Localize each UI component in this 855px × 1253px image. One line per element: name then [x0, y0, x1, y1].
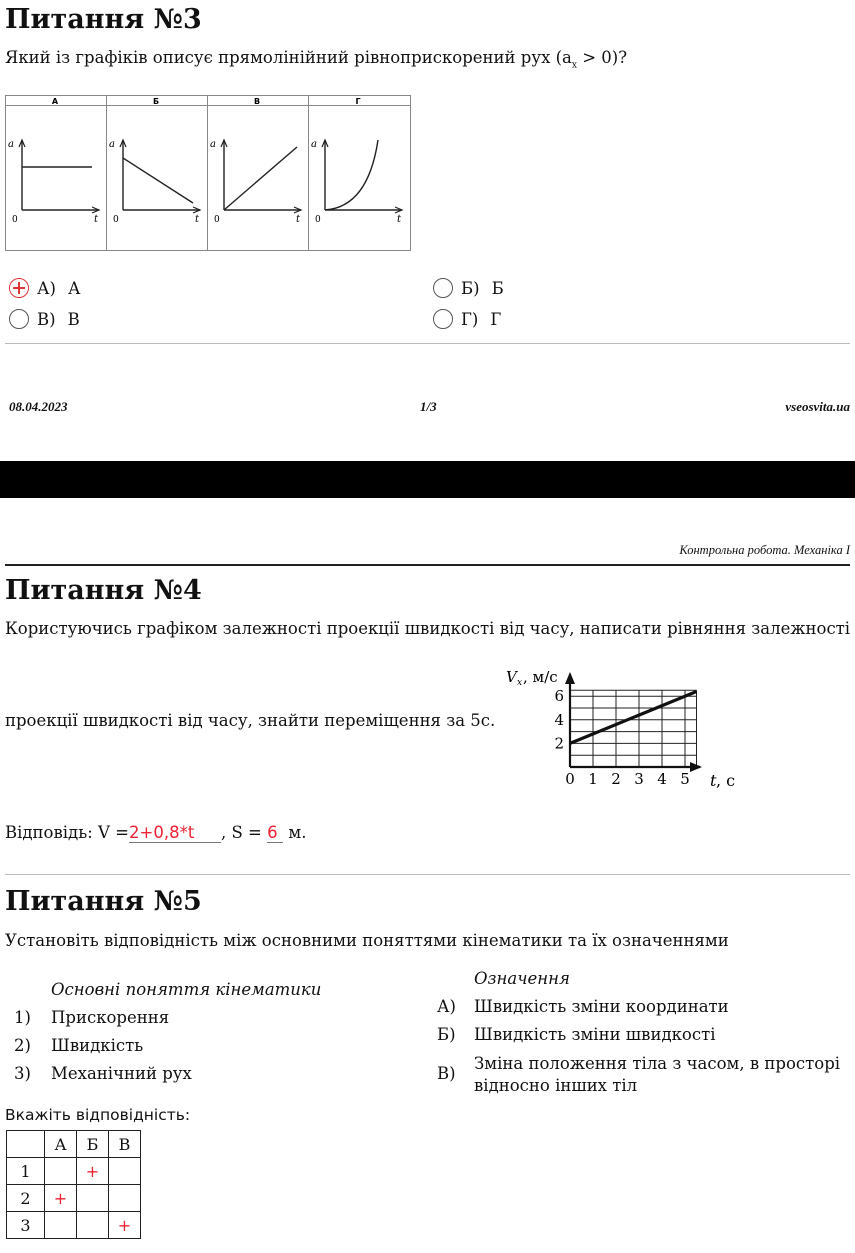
footer-site: vseosvita.ua: [785, 399, 850, 414]
q4-answer: Відповідь: V =2+0,8*t , S = 6 м.: [5, 823, 307, 842]
graph-header-label: В: [253, 97, 261, 106]
chart-series: [570, 691, 697, 743]
table-row: [7, 1158, 141, 1185]
footer-date: 08.04.2023: [9, 399, 68, 414]
chart-ytick-label: 6: [554, 687, 564, 706]
q4-question-line2: проекції швидкості від часу, знайти переміщення за 5с.: [5, 711, 496, 730]
table-header-row: [7, 1131, 141, 1158]
chart-xtick-label: 3: [634, 770, 644, 788]
graph-axis-label-a: a: [8, 139, 14, 150]
chart-axes: [565, 672, 702, 772]
table-cell[interactable]: [77, 1185, 109, 1212]
graph-header-label: Б: [152, 97, 160, 106]
q4-question-line1: Користуючись графіком залежності проекції швидкості від часу, написати рівняння залежності: [5, 619, 851, 638]
q5-right-item-letter: В): [437, 1064, 456, 1083]
chart-xlabel: t: [710, 771, 717, 790]
q3-question: Який із графіків описує прямолінійний рівноприскорений рух $(a_x > 0)$?: [5, 48, 628, 71]
table-corner: [7, 1131, 45, 1158]
table-col-header: Б: [77, 1131, 109, 1158]
radio-selected-icon[interactable]: [9, 278, 29, 298]
chart-xunit: , с: [716, 771, 736, 790]
graph-origin-label: 0: [315, 215, 321, 225]
footer-page: 1/3: [420, 399, 437, 414]
graph-axis-label-a: a: [311, 139, 317, 150]
table-cell[interactable]: [109, 1185, 141, 1212]
graph-header-label: А: [51, 97, 59, 106]
table-cell[interactable]: [45, 1212, 77, 1239]
radio-icon[interactable]: [433, 309, 453, 329]
q3-option-g[interactable]: Г) Г: [433, 309, 501, 329]
q5-right-item-letter: Б): [437, 1025, 456, 1044]
chart-y-arrow: [565, 672, 575, 684]
table-row: [7, 1185, 141, 1212]
table-col-header: В: [109, 1131, 141, 1158]
chart-xtick-label: 4: [657, 770, 667, 788]
chart-ylabel-v: V: [506, 668, 517, 686]
page-break-bar: [0, 461, 855, 498]
chart-ytick-label: 4: [554, 710, 564, 729]
q3-graph-panels: [8, 97, 402, 225]
graph-curve: [325, 140, 378, 210]
graph-axis-label-t: t: [397, 214, 402, 225]
graph-axis-label-t: t: [296, 214, 301, 225]
q3-option-b[interactable]: Б) Б: [433, 278, 504, 298]
chart-xtick-label: 0: [565, 770, 575, 788]
table-row-header: 1: [7, 1158, 45, 1185]
chart-ylabel-sub: x: [517, 678, 523, 688]
answer-s-field[interactable]: 6: [267, 824, 283, 843]
chart-ylabel-unit: , м/с: [523, 668, 558, 686]
chart-grid: [570, 690, 697, 767]
q4-title: Питання №4: [5, 575, 202, 606]
table-row-header: 3: [7, 1212, 45, 1239]
table-col-header: А: [45, 1131, 77, 1158]
answer-v-field[interactable]: 2+0,8*t: [129, 824, 221, 843]
q5-left-item: Швидкість: [51, 1036, 144, 1055]
q4-velocity-chart: [500, 662, 750, 792]
q5-answer-table: [6, 1130, 141, 1239]
graph-axis-label-t: t: [195, 214, 200, 225]
chart-xtick-label: 5: [680, 770, 690, 788]
graph-curve: [224, 147, 297, 210]
q5-right-item: Швидкість зміни швидкості: [474, 1025, 716, 1044]
divider: [5, 874, 850, 875]
radio-icon[interactable]: [9, 309, 29, 329]
chart-xtick-label: 1: [588, 770, 598, 788]
chart-xtick-label: 2: [611, 770, 621, 788]
page-header: Контрольна робота. Механіка І: [679, 543, 850, 557]
q5-left-item-num: 2): [14, 1036, 31, 1055]
graph-curve: [123, 158, 193, 203]
q3-title: Питання №3: [5, 4, 202, 35]
table-cell[interactable]: [77, 1212, 109, 1239]
graph-origin-label: 0: [12, 215, 18, 225]
table-row-header: 2: [7, 1185, 45, 1212]
q5-question: Установіть відповідність між основними поняттями кінематики та їх означеннями: [5, 931, 729, 950]
q3-option-v[interactable]: В) В: [9, 309, 80, 329]
q5-left-item-num: 3): [14, 1064, 31, 1083]
q5-right-item: Зміна положення тіла з часом, в просторі відносно інших тіл: [474, 1054, 841, 1095]
chart-series-line: [570, 691, 697, 743]
q5-right-item-letter: А): [437, 997, 456, 1016]
graph-header-label: Г: [355, 97, 361, 106]
q5-left-item: Механічний рух: [51, 1064, 192, 1083]
q5-left-header: Основні поняття кінематики: [51, 980, 322, 999]
q5-right-header: Означення: [474, 969, 570, 988]
graph-axis-label-a: a: [109, 139, 115, 150]
q5-prompt: Вкажіть відповідність:: [5, 1106, 191, 1124]
table-cell[interactable]: +: [109, 1212, 141, 1239]
table-cell[interactable]: [109, 1158, 141, 1185]
divider: [5, 343, 850, 344]
graph-axis-label-a: a: [210, 139, 216, 150]
q5-right-item: Швидкість зміни координати: [474, 997, 729, 1016]
q5-left-item: Прискорення: [51, 1008, 170, 1027]
table-row: [7, 1212, 141, 1239]
graph-origin-label: 0: [113, 215, 119, 225]
table-cell[interactable]: +: [77, 1158, 109, 1185]
graph-origin-label: 0: [214, 215, 220, 225]
header-rule: [5, 564, 850, 566]
graph-axis-label-t: t: [94, 214, 99, 225]
q5-left-item-num: 1): [14, 1008, 31, 1027]
table-cell[interactable]: +: [45, 1185, 77, 1212]
radio-icon[interactable]: [433, 278, 453, 298]
q3-graphs-figure: [5, 95, 411, 252]
table-cell[interactable]: [45, 1158, 77, 1185]
q5-title: Питання №5: [5, 886, 202, 917]
chart-ytick-label: 2: [554, 734, 564, 753]
q3-option-a[interactable]: А) А: [9, 278, 80, 298]
